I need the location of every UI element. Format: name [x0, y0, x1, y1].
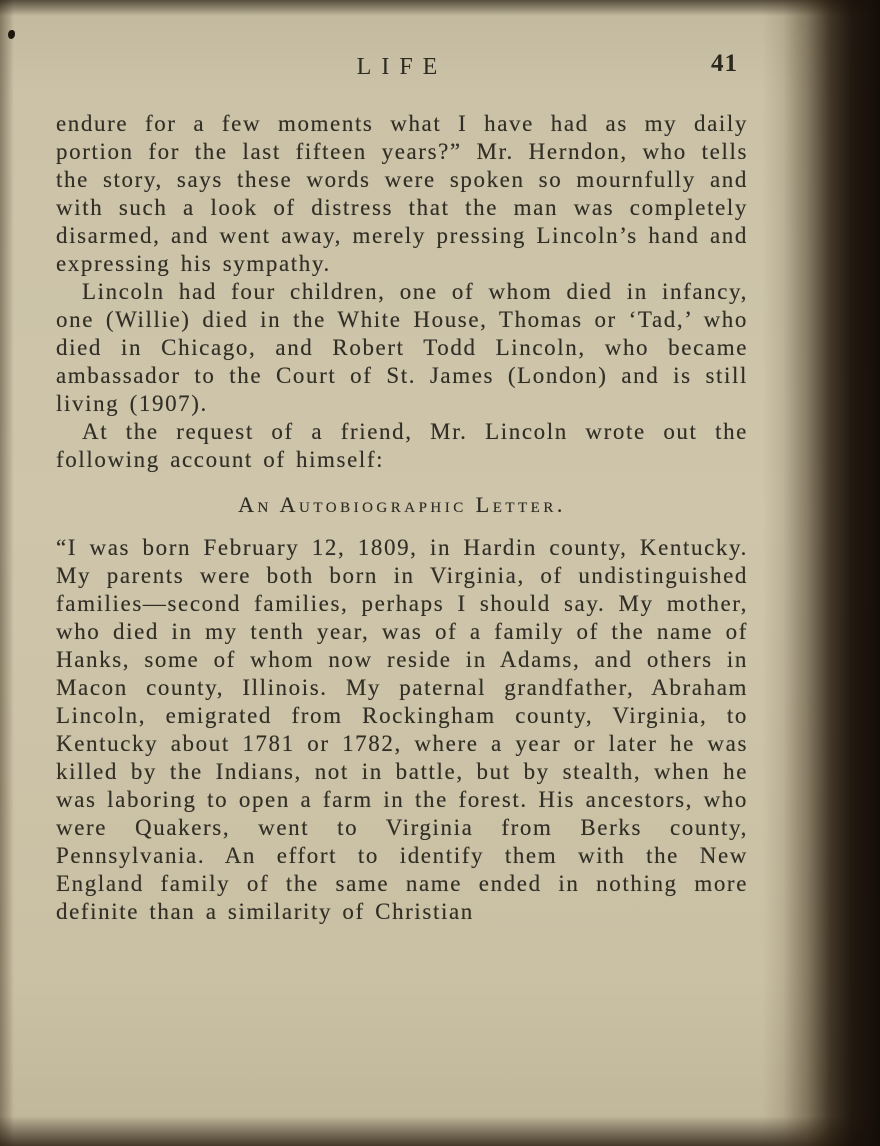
paragraph-request: At the request of a friend, Mr. Lincoln wrote out the following account of himself: [56, 419, 748, 472]
running-title: LIFE [356, 54, 448, 80]
paragraph-children: Lincoln had four children, one of whom died in infancy, one (Willie) died in the White House, Thomas or ‘Tad,’ who died in Chicago, and Robert Todd Lincoln, who became ambassador to the Court of St. James (London) and is still living (1907). [56, 279, 748, 416]
page-content [56, 50, 748, 926]
ink-speck [8, 30, 15, 39]
paragraph-continuation: endure for a few moments what I have had as my daily portion for the last fifteen years?” Mr. Herndon, who tells the story, says these words were spoken so mournfully and with such a look of distress that the man was completely disarmed, and went away, merely pressing Lincoln’s hand and expressing his sympathy. [56, 111, 748, 276]
page-edge-bottom-shadow [0, 1116, 880, 1146]
page-edge-left-shadow [0, 0, 14, 1146]
section-heading: An Autobiographic Letter. [238, 492, 566, 517]
page-edge-top-shadow [0, 0, 880, 16]
book-gutter-shadow [762, 0, 880, 1146]
paragraph-autobiography: “I was born February 12, 1809, in Hardin county, Kentucky. My parents were both born in Virginia, of undistinguished families—second families, perhaps I should say. My mother, who died in my tenth year, was of a family of the name of Hanks, some of whom now reside in Adams, and others in Macon county, Illinois. My paternal grandfather, Abraham Lincoln, emigrated from Rockingham county, Virginia, to Kentucky about 1781 or 1782, where a year or later he was killed by the Indians, not in battle, but by stealth, when he was laboring to open a farm in the forest. His ancestors, who were Quakers, went to Virginia from Berks county, Pennsylvania. An effort to identify them with the New England family of the same name ended in nothing more definite than a similarity of Christian [56, 535, 748, 924]
page-number: 41 [711, 50, 738, 77]
page-header [56, 50, 748, 92]
